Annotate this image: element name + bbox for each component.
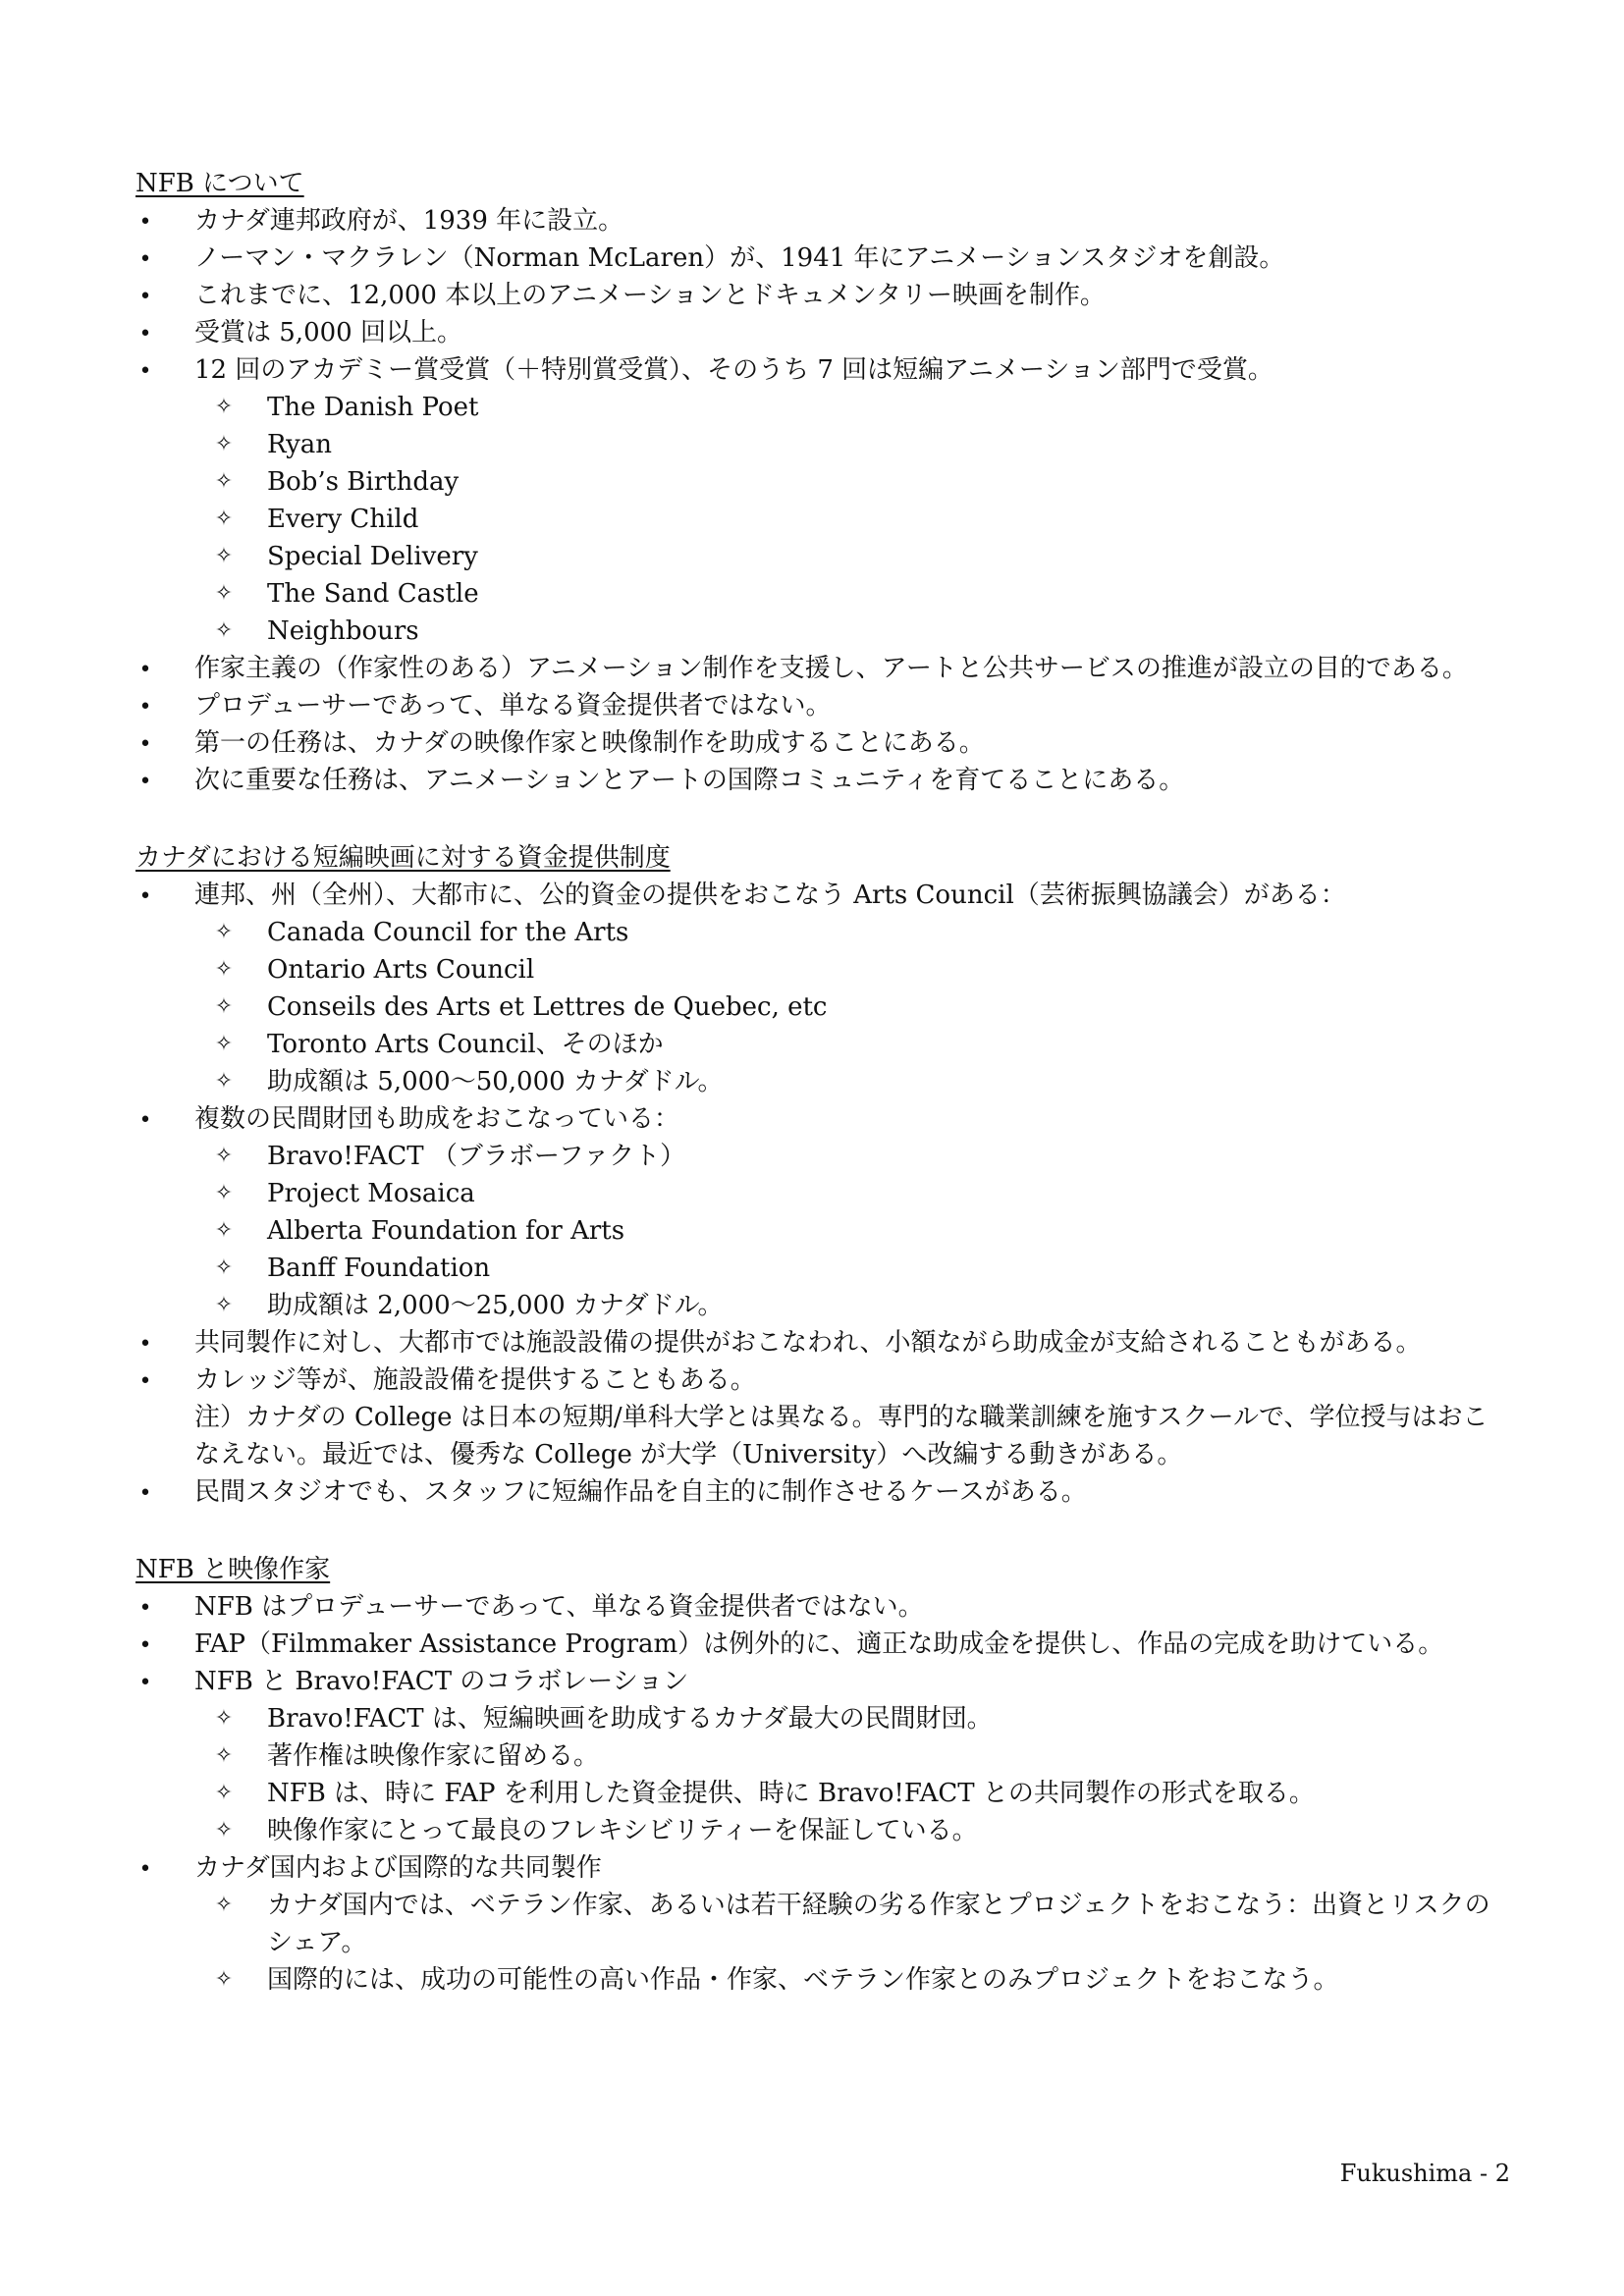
bullet-text: 第一の任務は、カナダの映像作家と映像制作を助成することにある。 bbox=[194, 728, 985, 758]
diamond-bullet-icon: ✧ bbox=[214, 1743, 234, 1768]
diamond-bullet-icon: ✧ bbox=[214, 920, 234, 944]
bullet-text: プロデューサーであって、単なる資金提供者ではない。 bbox=[194, 691, 832, 721]
bullet-icon bbox=[135, 724, 155, 764]
sub-item bbox=[135, 1700, 1510, 1737]
sub-item bbox=[135, 1175, 1510, 1212]
diamond-bullet-icon: ✧ bbox=[214, 1967, 234, 1992]
bullet-icon bbox=[135, 1473, 155, 1513]
sub-item-text: Alberta Foundation for Arts bbox=[267, 1216, 625, 1246]
bullet-icon bbox=[135, 762, 155, 801]
bullet-text: 共同製作に対し、大都市では施設設備の提供がおこなわれ、小額ながら助成金が支給されることもがある。 bbox=[194, 1328, 1422, 1358]
diamond-bullet-icon: ✧ bbox=[214, 432, 234, 456]
diamond-bullet-icon: ✧ bbox=[214, 507, 234, 531]
document-body bbox=[135, 165, 1510, 2039]
bullet-icon bbox=[135, 1588, 155, 1628]
sub-item bbox=[135, 1887, 1510, 1961]
sub-item-text: The Sand Castle bbox=[267, 579, 479, 609]
diamond-bullet-icon: ✧ bbox=[214, 469, 234, 494]
diamond-bullet-icon: ✧ bbox=[214, 1706, 234, 1731]
sub-item bbox=[135, 1026, 1510, 1063]
sub-item bbox=[135, 988, 1510, 1026]
sub-item-text: 国際的には、成功の可能性の高い作品・作家、ベテラン作家とのみプロジェクトをおこなう。 bbox=[267, 1965, 1339, 1995]
bullet-item bbox=[135, 1473, 1510, 1511]
diamond-bullet-icon: ✧ bbox=[214, 1032, 234, 1056]
sub-item bbox=[135, 1287, 1510, 1324]
diamond-bullet-icon: ✧ bbox=[214, 1818, 234, 1842]
sub-item-text: 著作権は映像作家に留める。 bbox=[267, 1741, 600, 1771]
sub-item-text: Bravo!FACT （ブラボーファクト） bbox=[267, 1142, 686, 1171]
note-text: 注）カナダの College は日本の短期/単科大学とは異なる。専門的な職業訓練を施すスクールで、学位授与はおこなえない。最近では、優秀な College が大学（University）へ改編する動きがある。 bbox=[194, 1403, 1489, 1469]
sub-item-text: 映像作家にとって最良のフレキシビリティーを保証している。 bbox=[267, 1816, 978, 1845]
bullet-icon bbox=[135, 1663, 155, 1702]
bullet-icon bbox=[135, 877, 155, 916]
page-footer: Fukushima - 2 bbox=[1339, 2160, 1510, 2187]
sub-item bbox=[135, 1961, 1510, 1999]
sub-item bbox=[135, 1250, 1510, 1287]
diamond-bullet-icon: ✧ bbox=[214, 544, 234, 568]
bullet-icon bbox=[135, 277, 155, 316]
bullet-item bbox=[135, 1324, 1510, 1362]
bullet-icon bbox=[135, 1849, 155, 1889]
bullet-item bbox=[135, 687, 1510, 724]
bullet-item bbox=[135, 724, 1510, 762]
bullet-item bbox=[135, 314, 1510, 351]
diamond-bullet-icon: ✧ bbox=[214, 1069, 234, 1094]
bullet-text: 次に重要な任務は、アニメーションとアートの国際コミュニティを育てることにある。 bbox=[194, 766, 1185, 795]
bullet-item bbox=[135, 351, 1510, 389]
sub-item bbox=[135, 575, 1510, 613]
section-heading: NFB と映像作家 bbox=[135, 1555, 331, 1584]
bullet-icon bbox=[135, 202, 155, 241]
sub-item bbox=[135, 1063, 1510, 1100]
diamond-bullet-icon: ✧ bbox=[214, 1144, 234, 1168]
sub-item-text: Ryan bbox=[267, 430, 333, 459]
bullet-item bbox=[135, 1588, 1510, 1626]
bullet-text: 受賞は 5,000 回以上。 bbox=[194, 318, 462, 347]
diamond-bullet-icon: ✧ bbox=[214, 1293, 234, 1317]
sub-item bbox=[135, 389, 1510, 426]
bullet-text: これまでに、12,000 本以上のアニメーションとドキュメンタリー映画を制作。 bbox=[194, 281, 1106, 310]
bullet-text: 連邦、州（全州）、大都市に、公的資金の提供をおこなう Arts Council（芸術振興協議会）がある： bbox=[194, 881, 1346, 910]
bullet-item bbox=[135, 762, 1510, 799]
bullet-icon bbox=[135, 314, 155, 353]
sub-item bbox=[135, 1737, 1510, 1775]
sub-item bbox=[135, 914, 1510, 951]
diamond-bullet-icon: ✧ bbox=[214, 1218, 234, 1243]
sub-item bbox=[135, 501, 1510, 538]
bullet-item bbox=[135, 1100, 1510, 1138]
bullet-text: 作家主義の（作家性のある）アニメーション制作を支援し、アートと公共サービスの推進が設立の目的である。 bbox=[194, 654, 1468, 683]
sub-item-text: Neighbours bbox=[267, 616, 419, 646]
bullet-icon bbox=[135, 240, 155, 279]
diamond-bullet-icon: ✧ bbox=[214, 581, 234, 606]
bullet-text: カレッジ等が、施設設備を提供することもある。 bbox=[194, 1365, 756, 1395]
sub-item-text: Canada Council for the Arts bbox=[267, 918, 629, 947]
diamond-bullet-icon: ✧ bbox=[214, 1781, 234, 1805]
bullet-icon bbox=[135, 1362, 155, 1401]
sub-item-text: Bob’s Birthday bbox=[267, 467, 460, 497]
sub-item-text: Special Delivery bbox=[267, 542, 478, 571]
bullet-item bbox=[135, 240, 1510, 277]
sub-item-text: NFB は、時に FAP を利用した資金提供、時に Bravo!FACT との共同製作の形式を取る。 bbox=[267, 1779, 1315, 1808]
bullet-item bbox=[135, 202, 1510, 240]
section-heading: カナダにおける短編映画に対する資金提供制度 bbox=[135, 843, 671, 873]
bullet-icon bbox=[135, 1626, 155, 1665]
sub-item bbox=[135, 613, 1510, 650]
sub-item-text: カナダ国内では、ベテラン作家、あるいは若干経験の劣る作家とプロジェクトをおこなう：出資とリスクのシェア。 bbox=[267, 1891, 1490, 1957]
bullet-icon bbox=[135, 351, 155, 391]
sub-item bbox=[135, 951, 1510, 988]
bullet-icon bbox=[135, 1100, 155, 1140]
bullet-text: NFB と Bravo!FACT のコラボレーション bbox=[194, 1667, 689, 1696]
sub-item bbox=[135, 1812, 1510, 1849]
section-heading: NFB について bbox=[135, 169, 304, 198]
diamond-bullet-icon: ✧ bbox=[214, 1181, 234, 1205]
sub-item-text: Bravo!FACT は、短編映画を助成するカナダ最大の民間財団。 bbox=[267, 1704, 993, 1734]
diamond-bullet-icon: ✧ bbox=[214, 618, 234, 643]
bullet-item bbox=[135, 650, 1510, 687]
diamond-bullet-icon: ✧ bbox=[214, 994, 234, 1019]
bullet-item bbox=[135, 1849, 1510, 1887]
sub-item-text: Toronto Arts Council、そのほか bbox=[267, 1030, 664, 1059]
diamond-bullet-icon: ✧ bbox=[214, 957, 234, 982]
bullet-text: NFB はプロデューサーであって、単なる資金提供者ではない。 bbox=[194, 1592, 924, 1622]
bullet-icon bbox=[135, 1324, 155, 1363]
sub-item-text: Banff Foundation bbox=[267, 1254, 491, 1283]
bullet-text: 複数の民間財団も助成をおこなっている： bbox=[194, 1104, 680, 1134]
sub-item-text: 助成額は 2,000～25,000 カナダドル。 bbox=[267, 1291, 724, 1320]
bullet-text: ノーマン・マクラレン（Norman McLaren）が、1941 年にアニメーションスタジオを創設。 bbox=[194, 243, 1285, 273]
bullet-text: 民間スタジオでも、スタッフに短編作品を自主的に制作させるケースがある。 bbox=[194, 1477, 1087, 1507]
sub-item-text: Ontario Arts Council bbox=[267, 955, 535, 985]
bullet-icon bbox=[135, 687, 155, 726]
sub-item bbox=[135, 1212, 1510, 1250]
bullet-item bbox=[135, 1663, 1510, 1700]
bullet-item bbox=[135, 277, 1510, 314]
bullet-text: カナダ国内および国際的な共同製作 bbox=[194, 1853, 602, 1883]
diamond-bullet-icon: ✧ bbox=[214, 1255, 234, 1280]
section bbox=[135, 1551, 1510, 1999]
bullet-item bbox=[135, 1362, 1510, 1399]
diamond-bullet-icon: ✧ bbox=[214, 395, 234, 419]
bullet-item bbox=[135, 877, 1510, 914]
bullet-icon bbox=[135, 650, 155, 689]
diamond-bullet-icon: ✧ bbox=[214, 1893, 234, 1917]
sub-item-text: Project Mosaica bbox=[267, 1179, 475, 1208]
sub-item-text: Conseils des Arts et Lettres de Quebec, etc bbox=[267, 992, 828, 1022]
bullet-item bbox=[135, 1626, 1510, 1663]
sub-item-text: The Danish Poet bbox=[267, 393, 479, 422]
sub-item-text: 助成額は 5,000～50,000 カナダドル。 bbox=[267, 1067, 724, 1096]
section bbox=[135, 165, 1510, 799]
sub-item bbox=[135, 538, 1510, 575]
section bbox=[135, 839, 1510, 1511]
sub-item bbox=[135, 426, 1510, 463]
bullet-text: FAP（Filmmaker Assistance Program）は例外的に、適正な助成金を提供し、作品の完成を助けている。 bbox=[194, 1629, 1444, 1659]
sub-item bbox=[135, 1138, 1510, 1175]
bullet-text: 12 回のアカデミー賞受賞（＋特別賞受賞）、そのうち 7 回は短編アニメーション部門で受賞。 bbox=[194, 355, 1273, 385]
bullet-text: カナダ連邦政府が、1939 年に設立。 bbox=[194, 206, 624, 236]
sub-item bbox=[135, 1775, 1510, 1812]
sub-item bbox=[135, 463, 1510, 501]
sub-item-text: Every Child bbox=[267, 505, 419, 534]
